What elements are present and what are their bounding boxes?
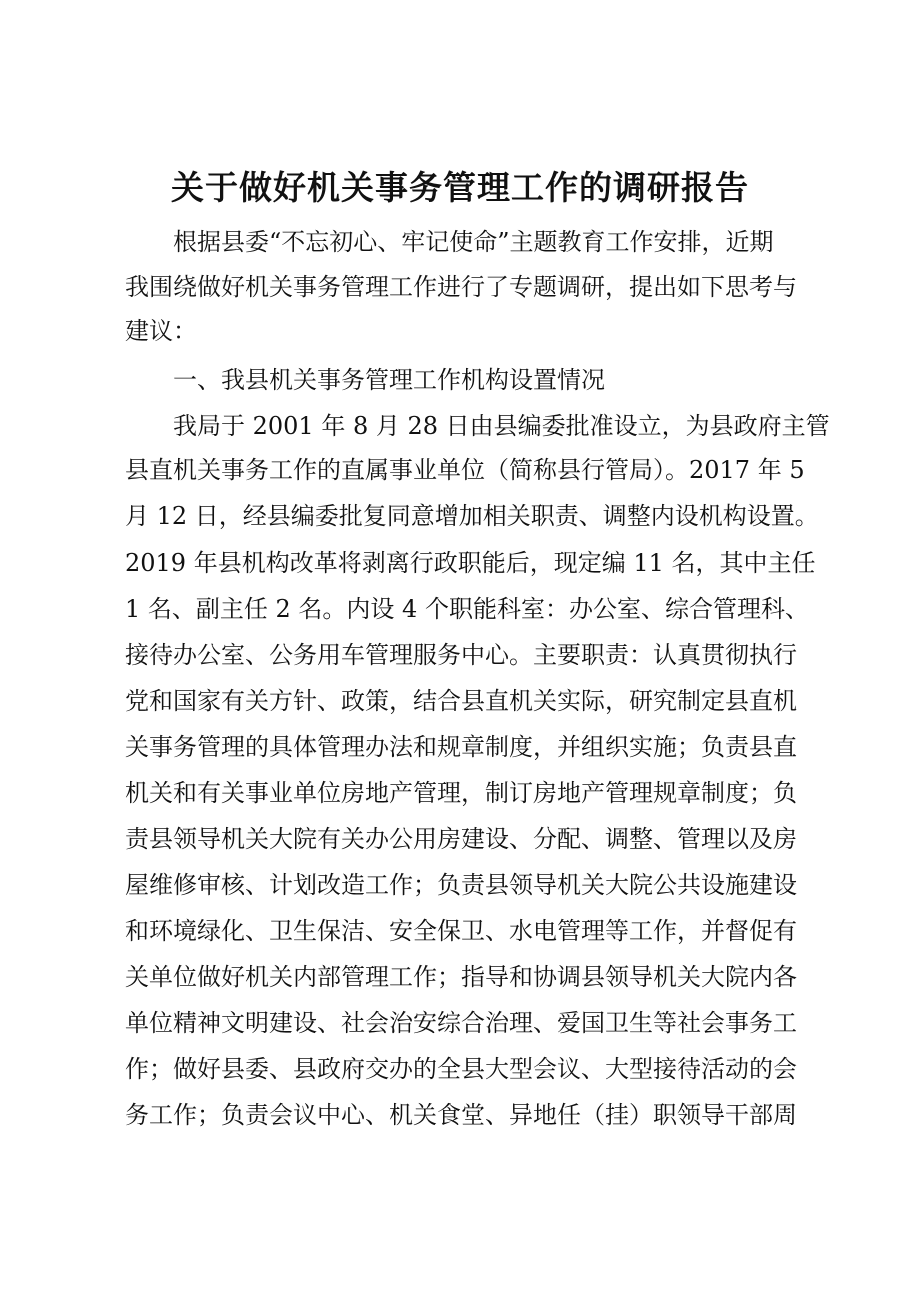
body-line: 县直机关事务工作的直属事业单位（简称县行管局）。2017 年 5 xyxy=(125,456,805,484)
body-line: 关单位做好机关内部管理工作；指导和协调县领导机关大院内各 xyxy=(125,963,797,991)
body-line: 我局于 2001 年 8 月 28 日由县编委批准设立，为县政府主管 xyxy=(173,412,830,440)
body-line: 关事务管理的具体管理办法和规章制度，并组织实施；负责县直 xyxy=(125,733,797,761)
body-line: 建议： xyxy=(125,317,197,345)
body-line: 机关和有关事业单位房地产管理，制订房地产管理规章制度；负 xyxy=(125,779,797,807)
body-line: 月 12 日，经县编委批复同意增加相关职责、调整内设机构设置。 xyxy=(125,502,819,530)
body-line: 2019 年县机构改革将剥离行政职能后，现定编 11 名，其中主任 xyxy=(125,549,816,577)
body-line: 接待办公室、公务用车管理服务中心。主要职责：认真贯彻执行 xyxy=(125,641,797,669)
body-line: 单位精神文明建设、社会治安综合治理、爱国卫生等社会事务工 xyxy=(125,1009,797,1037)
body-line: 屋维修审核、计划改造工作；负责县领导机关大院公共设施建设 xyxy=(125,871,797,899)
body-line: 党和国家有关方针、政策，结合县直机关实际，研究制定县直机 xyxy=(125,687,797,715)
body-line: 和环境绿化、卫生保洁、安全保卫、水电管理等工作，并督促有 xyxy=(125,917,797,945)
body-line: 务工作；负责会议中心、机关食堂、异地任（挂）职领导干部周 xyxy=(125,1101,797,1129)
body-line: 1 名、副主任 2 名。内设 4 个职能科室：办公室、综合管理科、 xyxy=(125,595,809,623)
body-line: 作；做好县委、县政府交办的全县大型会议、大型接待活动的会 xyxy=(125,1055,797,1083)
body-line: 责县领导机关大院有关办公用房建设、分配、调整、管理以及房 xyxy=(125,825,797,853)
section-heading: 一、我县机关事务管理工作机构设置情况 xyxy=(173,366,605,394)
body-line: 根据县委“不忘初心、牢记使命”主题教育工作安排，近期 xyxy=(173,228,774,256)
body-line: 我围绕做好机关事务管理工作进行了专题调研，提出如下思考与 xyxy=(125,273,797,301)
document-title: 关于做好机关事务管理工作的调研报告 xyxy=(171,168,749,207)
